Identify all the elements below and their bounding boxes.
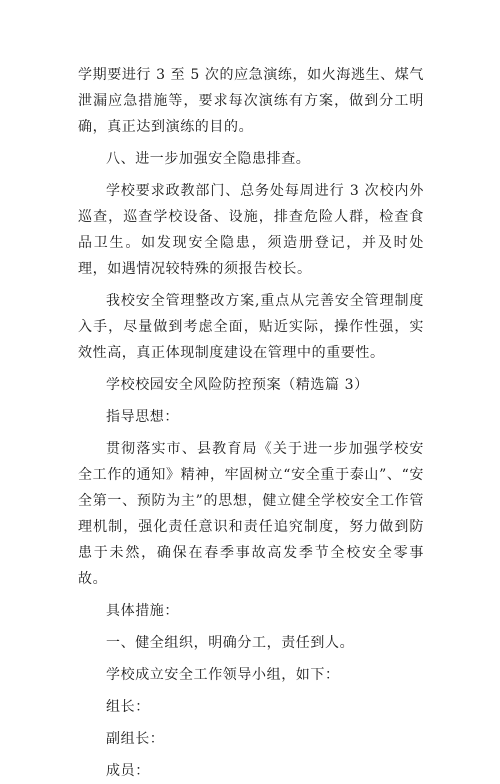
paragraph-drill-continuation: 学期要进行 3 至 5 次的应急演练，如火海逃生、煤气泄漏应急措施等，要求每次演练有方案，做到分工明确，真正达到演练的目的。 bbox=[78, 67, 424, 135]
heading-guiding-ideology: 指导思想： bbox=[106, 409, 179, 425]
heading-specific-measures: 具体措施： bbox=[106, 603, 179, 619]
paragraph-rectification: 我校安全管理整改方案,重点从完善安全管理制度入手，尽量做到考虑全面，贴近实际，操作性强，实效性高，真正体现制度建设在管理中的重要性。 bbox=[78, 293, 424, 361]
paragraph-leadership-group: 学校成立安全工作领导小组，如下： bbox=[106, 667, 340, 683]
paragraph-inspection: 学校要求政教部门、总务处每周进行 3 次校内外巡查，巡查学校设备、设施，排查危险人群，检查食品卫生。如发现安全隐患，须造册登记，并及时处理，如遇情况较特殊的须报告校长。 bbox=[78, 183, 424, 277]
label-deputy-leader: 副组长： bbox=[106, 731, 165, 747]
heading-section-eight: 八、进一步加强安全隐患排查。 bbox=[106, 151, 311, 167]
paragraph-guiding-ideology: 贯彻落实市、县教育局《关于进一步加强学校安全工作的通知》精神，牢固树立“安全重于泰山”、“安全第一、预防为主”的思想，健立健全学校安全工作管理机制，强化责任意识和责任追究制度，努力做到防患于未然，确保在春季事故高发季节全校安全零事故。 bbox=[78, 441, 424, 587]
heading-measure-one: 一、健全组织，明确分工，责任到人。 bbox=[106, 635, 355, 651]
document-body bbox=[78, 62, 424, 784]
label-group-leader: 组长： bbox=[106, 699, 150, 715]
label-members: 成员： bbox=[106, 763, 150, 779]
section-title-plan-3: 学校校园安全风险防控预案（精选篇 3） bbox=[106, 377, 369, 393]
